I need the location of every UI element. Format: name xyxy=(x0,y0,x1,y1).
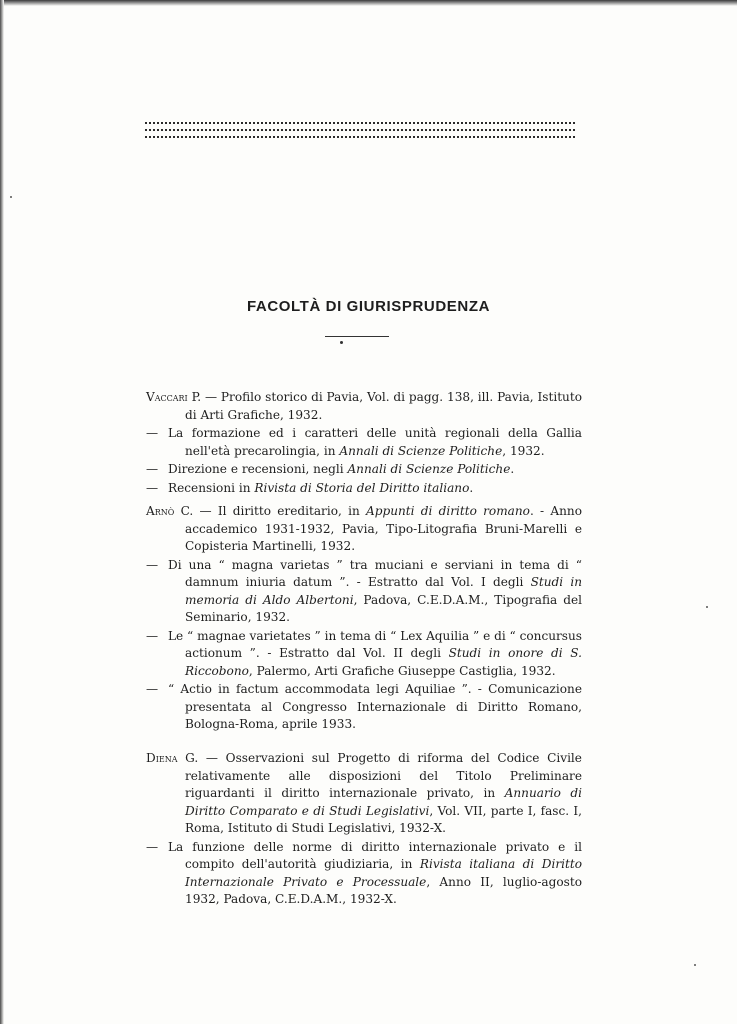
publication-title: Annali di Scienze Politiche xyxy=(347,462,511,476)
entry-text: “ Actio in factum accommodata legi Aquiliae ”. - Comunicazione presentata al Congresso Internazionale di Diritto Romano, Bologna-Roma, aprile 1933. xyxy=(168,682,582,731)
bibliography-entry xyxy=(146,681,582,734)
publication-title: Annali di Scienze Politiche xyxy=(339,443,503,458)
page-title: FACOLTÀ DI GIURISPRUDENZA xyxy=(246,298,491,315)
entry-text: . xyxy=(469,480,474,495)
author-name: Diena G. xyxy=(146,751,199,765)
entry-text: , Anno II, luglio-agosto 1932, Padova, C.E.D.A.M., 1932-X. xyxy=(185,874,582,906)
publication-title: Annuario di Diritto Comparato e di Studi Legislativi xyxy=(185,786,582,818)
bibliography-block xyxy=(146,503,582,734)
dotted-line xyxy=(145,129,575,131)
entry-text: La funzione delle norme di diritto internazionale privato e il compito dell'autorità giudiziaria, in xyxy=(168,839,582,871)
entry-text: Recensioni in xyxy=(168,480,255,495)
entry-text: Osservazioni sul Progetto di riforma del Codice Civile relativamente alle disposizioni del Titolo Preliminare riguardanti il diritto internazionale privato, in xyxy=(185,751,582,800)
bibliography-entry xyxy=(146,557,582,627)
scan-speck xyxy=(10,196,12,198)
bibliography-entry xyxy=(146,503,582,556)
entry-dash: — xyxy=(146,839,159,854)
entry-text: Le “ magnae varietates ” in tema di “ Lex Aquilia ” e di “ concursus actionum ”. - Estratto dal Vol. II degli xyxy=(168,628,582,660)
bibliography-entry xyxy=(146,461,582,479)
entry-dash: — xyxy=(146,682,159,696)
author-name: Arnò C. xyxy=(146,504,194,518)
entry-dash: — xyxy=(198,751,226,765)
publication-title: Rivista di Storia del Diritto italiano xyxy=(254,480,470,495)
entry-text: . - Anno accademico 1931-1932, Pavia, Tipo-Litografia Bruni-Marelli e Copisteria Martinelli, 1932. xyxy=(185,504,582,553)
bibliography-block xyxy=(146,389,582,497)
dotted-line xyxy=(145,136,575,138)
publication-title: Studi in memoria di Aldo Albertoni xyxy=(185,575,582,607)
publication-title: Studi in onore di S. Riccobono xyxy=(185,646,582,678)
bibliography-entry xyxy=(146,389,582,424)
entry-text: Profilo storico di Pavia, Vol. di pagg. 138, ill. Pavia, Istituto di Arti Grafiche, 1932. xyxy=(185,390,582,422)
bibliography-block xyxy=(146,750,582,909)
entry-dash: — xyxy=(146,426,159,440)
title-rule xyxy=(325,336,389,337)
entry-dash: — xyxy=(146,557,159,572)
entry-text: La formazione ed i caratteri delle unità regionali della Gallia nell'età precarolingia, in xyxy=(168,426,582,458)
bibliography-entry xyxy=(146,628,582,681)
entry-text: Di una “ magna varietas ” tra muciani e serviani in tema di “ damnum iniuria datum ”. - Estratto dal Vol. I degli xyxy=(168,557,582,589)
entry-text: Il diritto ereditario, in xyxy=(217,504,366,518)
bibliography-entry xyxy=(146,750,582,838)
entry-text: . xyxy=(510,462,515,476)
entry-text: Direzione e recensioni, negli xyxy=(168,462,348,476)
bibliography-entry xyxy=(146,839,582,909)
publication-title: Appunti di diritto romano xyxy=(365,504,530,518)
entry-dash: — xyxy=(146,628,159,643)
bibliography-entry xyxy=(146,480,582,498)
title-ornament-dot xyxy=(340,341,343,344)
dotted-line xyxy=(145,122,575,124)
scan-speck xyxy=(694,964,696,966)
entry-text: , Padova, C.E.D.A.M., Tipografia del Seminario, 1932. xyxy=(185,592,582,624)
bibliography-entry xyxy=(146,425,582,460)
entry-text: , Palermo, Arti Grafiche Giuseppe Castiglia, 1932. xyxy=(248,663,556,678)
entry-dash: — xyxy=(201,390,221,404)
scan-left-edge xyxy=(0,0,4,1024)
entry-dash: — xyxy=(193,504,218,518)
publication-title: Rivista italiana di Diritto Internazionale Privato e Processuale xyxy=(185,857,582,889)
entry-dash: — xyxy=(146,462,159,476)
entry-text: , 1932. xyxy=(502,443,545,458)
entry-dash: — xyxy=(146,480,159,495)
scan-speck xyxy=(706,606,708,608)
entry-text: , Vol. VII, parte I, fasc. I, Roma, Istituto di Studi Legislativi, 1932-X. xyxy=(185,803,582,835)
scan-top-edge xyxy=(0,0,737,6)
author-name: Vaccari P. xyxy=(146,390,202,404)
